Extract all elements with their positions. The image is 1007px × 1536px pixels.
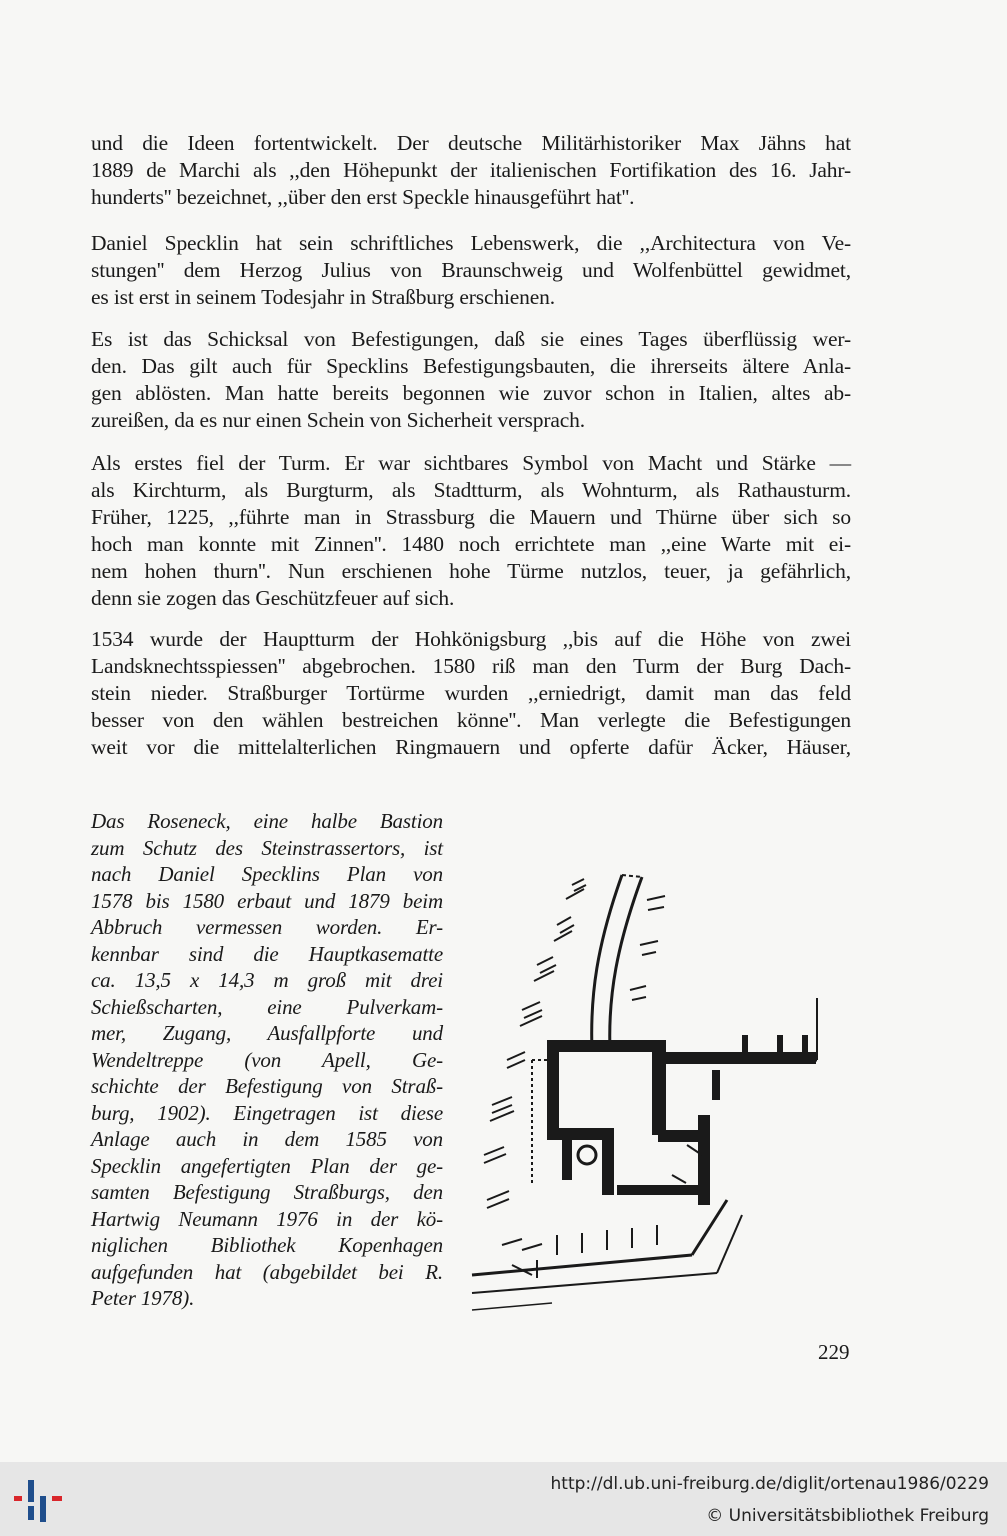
caption-line: 1578 bis 1580 erbaut und 1879 beim — [91, 888, 443, 913]
text-line: zureißen, da es nur einen Schein von Sicherheit versprach. — [91, 408, 585, 432]
caption-line: Das Roseneck, eine halbe Bastion — [91, 809, 443, 833]
caption-line: Hartwig Neumann 1976 in der kö- — [91, 1206, 443, 1231]
text-line: Früher, 1225, ,,führte man in Strassburg die Mauern und Thürne über sich so — [91, 505, 851, 529]
caption-line: ca. 13,5 x 14,3 m groß mit drei — [91, 968, 443, 992]
caption-line: mer, Zugang, Ausfallpforte und — [91, 1021, 443, 1045]
caption-line: Schießscharten, eine Pulverkam- — [91, 994, 443, 1019]
caption-line: Peter 1978). — [91, 1286, 195, 1310]
caption-line: niglichen Bibliothek Kopenhagen — [91, 1233, 443, 1257]
caption-line: samten Befestigung Straßburgs, den — [91, 1180, 443, 1204]
caption-line: Anlage auch in dem 1585 von — [91, 1127, 443, 1151]
footer-bar — [0, 1462, 1007, 1536]
text-line: den. Das gilt auch für Specklins Befestigungsbauten, die ihrerseits ältere Anla- — [91, 354, 851, 378]
paragraph-1 — [91, 130, 851, 211]
paragraph-3 — [91, 326, 851, 434]
text-line: hunderts'' bezeichnet, ,,über den erst Speckle hinausgeführt hat''. — [91, 185, 635, 209]
text-line: es ist erst in seinem Todesjahr in Straßburg erschienen. — [91, 285, 555, 309]
text-line: Als erstes fiel der Turm. Er war sichtbares Symbol von Macht und Stärke — — [91, 451, 851, 475]
caption-line: Abbruch vermessen worden. Er- — [91, 915, 443, 939]
bastion-plan-figure — [462, 855, 832, 1325]
paragraph-2 — [91, 230, 851, 311]
copyright-notice: © Universitätsbibliothek Freiburg — [706, 1506, 989, 1526]
text-line: gen ablösten. Man hatte bereits begonnen wie zuvor schon in Italien, altes ab- — [91, 381, 851, 405]
text-line: 1889 de Marchi als ,,den Höhepunkt der italienischen Fortifikation des 16. Jahr- — [91, 158, 851, 182]
figure-caption — [91, 808, 443, 1312]
caption-line: aufgefunden hat (abgebildet bei R. — [91, 1259, 443, 1284]
caption-line: zum Schutz des Steinstrassertors, ist — [91, 835, 443, 860]
source-url-link[interactable]: http://dl.ub.uni-freiburg.de/diglit/ortenau1986/0229 — [550, 1474, 989, 1494]
text-line: Es ist das Schicksal von Befestigungen, daß sie eines Tages überflüssig wer- — [91, 327, 851, 351]
text-line: und die Ideen fortentwickelt. Der deutsche Militärhistoriker Max Jähns hat — [91, 131, 851, 155]
text-line: stungen'' dem Herzog Julius von Braunschweig und Wolfenbüttel gewidmet, — [91, 258, 851, 282]
text-line: als Kirchturm, als Burgturm, als Stadtturm, als Wohnturm, als Rathausturm. — [91, 478, 851, 502]
text-line: 1534 wurde der Hauptturm der Hohkönigsburg ,,bis auf die Höhe von zwei — [91, 627, 851, 651]
library-logo-icon — [10, 1476, 66, 1526]
text-line: Daniel Specklin hat sein schriftliches Lebenswerk, die ,,Architectura von Ve- — [91, 231, 851, 255]
text-line: besser von den wählen bestreichen könne''. Man verlegte die Befestigungen — [91, 708, 851, 732]
caption-line: Wendeltreppe (von Apell, Ge- — [91, 1047, 443, 1072]
page-number: 229 — [818, 1340, 850, 1364]
paragraph-4 — [91, 450, 851, 612]
text-line: Landsknechtsspiessen'' abgebrochen. 1580 riß man den Turm der Burg Dach- — [91, 654, 851, 678]
caption-line: nach Daniel Specklins Plan von — [91, 862, 443, 886]
caption-line: schichte der Befestigung von Straß- — [91, 1074, 443, 1098]
text-line: stein nieder. Straßburger Tortürme wurden ,,erniedrigt, damit man das feld — [91, 681, 851, 705]
text-line: denn sie zogen das Geschützfeuer auf sich. — [91, 586, 455, 610]
caption-line: kennbar sind die Hauptkasematte — [91, 941, 443, 966]
text-line: hoch man konnte mit Zinnen''. 1480 noch errichtete man ,,eine Warte mit ei- — [91, 532, 851, 556]
text-line: nem hohen thurn''. Nun erschienen hohe Türme nutzlos, teuer, ja gefährlich, — [91, 559, 851, 583]
caption-line: burg, 1902). Eingetragen ist diese — [91, 1100, 443, 1125]
paragraph-5 — [91, 626, 851, 761]
caption-line: Specklin angefertigten Plan der ge- — [91, 1153, 443, 1178]
text-line: weit vor die mittelalterlichen Ringmauern und opferte dafür Äcker, Häuser, — [91, 735, 851, 759]
